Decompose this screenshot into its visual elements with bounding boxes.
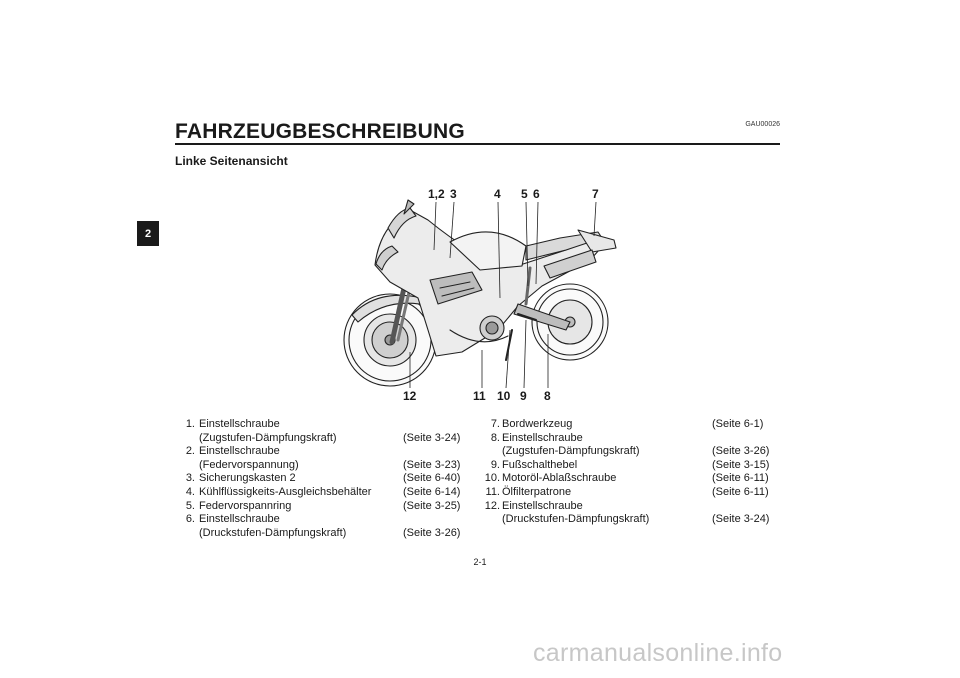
figure-label-top: 4 bbox=[494, 187, 501, 201]
legend-item: 4. Kühlflüssigkeits-Ausgleichsbehälter (Seite 6-14) bbox=[185, 485, 461, 498]
legend-item: 10. Motoröl-Ablaßschraube (Seite 6-11) bbox=[484, 472, 769, 485]
chapter-tab: 2 bbox=[137, 221, 159, 246]
legend-item: (Federvorspannung) (Seite 3-23) bbox=[199, 458, 461, 471]
legend-item: 8. Einstellschraube bbox=[490, 431, 583, 444]
figure-label-bottom: 12 bbox=[403, 389, 417, 403]
figure-label-bottom: 9 bbox=[520, 389, 527, 403]
title-divider bbox=[175, 143, 780, 145]
page-title: FAHRZEUGBESCHREIBUNG bbox=[175, 120, 465, 143]
figure-label-bottom: 8 bbox=[544, 389, 551, 403]
page-number: 2-1 bbox=[473, 557, 487, 567]
figure-label-bottom: 11 bbox=[473, 389, 486, 403]
legend-item: 9. Fußschalthebel (Seite 3-15) bbox=[490, 458, 770, 471]
legend-right-column bbox=[480, 418, 780, 527]
legend-item: (Zugstufen-Dämpfungskraft) (Seite 3-26) bbox=[502, 445, 770, 458]
figure-label-top: 6 bbox=[533, 187, 540, 201]
legend-item: 2. Einstellschraube bbox=[185, 445, 280, 458]
legend-item: 6. Einstellschraube bbox=[185, 513, 280, 526]
watermark[interactable]: carmanualsonline.info bbox=[533, 639, 783, 667]
legend-item: 3. Sicherungskasten 2 (Seite 6-40) bbox=[185, 472, 461, 485]
figure-label-top: 1,2 bbox=[428, 187, 445, 201]
legend-item: (Druckstufen-Dämpfungskraft) (Seite 3-26) bbox=[199, 526, 461, 539]
legend-item: 11. Ölfilterpatrone (Seite 6-11) bbox=[485, 485, 769, 498]
legend-left-column bbox=[175, 418, 465, 540]
legend-item: (Zugstufen-Dämpfungskraft) (Seite 3-24) bbox=[199, 431, 461, 444]
figure-label-top: 5 bbox=[521, 187, 528, 201]
legend-item: 7. Bordwerkzeug (Seite 6-1) bbox=[490, 418, 764, 430]
figure-label-top: 3 bbox=[450, 187, 457, 201]
legend-item: (Druckstufen-Dämpfungskraft) (Seite 3-24) bbox=[502, 513, 770, 526]
legend-item: 5. Federvorspannring (Seite 3-25) bbox=[185, 499, 461, 512]
document-code: GAU00026 bbox=[745, 121, 780, 128]
figure-label-top: 7 bbox=[592, 187, 599, 201]
figure-label-bottom: 10 bbox=[497, 389, 511, 403]
section-heading: Linke Seitenansicht bbox=[175, 154, 288, 168]
legend-item: 12. Einstellschraube bbox=[484, 499, 583, 512]
motorcycle-illustration bbox=[330, 180, 630, 405]
legend-item: 1. Einstellschraube bbox=[185, 418, 280, 430]
